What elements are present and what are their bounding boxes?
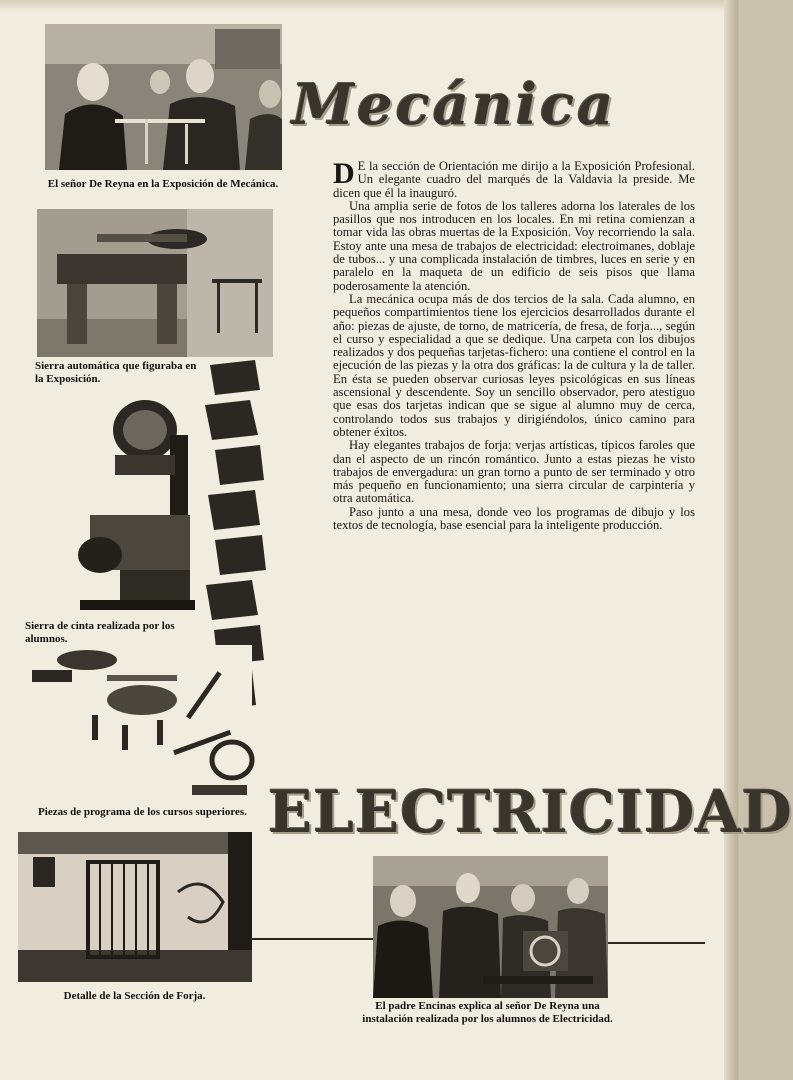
- caption-photo-5: Detalle de la Sección de Forja.: [63, 990, 206, 1002]
- caption-photo-2: Sierra automática que figuraba en la Exposición.: [35, 360, 197, 385]
- caption-photo-3: Sierra de cinta realizada por los alumnos.: [25, 620, 175, 645]
- heading-electricidad: ELECTRICIDAD: [268, 778, 793, 846]
- page-top-edge: [0, 0, 738, 12]
- paragraph-2: Una amplia serie de fotos de los talleres adorna los laterales de los pasillos que nos introducen en los locales. En mi retina comienzan a tomar vida las obras muertas de la Exposición. Voy recorriendo la sala. Estoy ante una mesa de trabajos de electricidad: electroimanes, doblaje de tubos... y una complicada instalación de timbres, luces en serie y en paralelo en la maqueta de un edificio de seis pisos que llama poderosamente la atención.: [333, 198, 695, 293]
- paragraph-1-text: E la sección de Orientación me dirijo a la Exposición Profesional. Un elegante cuadro del marqués de la Valdavia la preside. Me dicen que él la inauguró.: [333, 159, 695, 200]
- page-right-edge: [724, 0, 738, 1080]
- photo-de-reyna-mecanica: [45, 24, 282, 170]
- photo-seccion-forja: [18, 832, 252, 982]
- photo-sierra-automatica: [37, 209, 273, 357]
- photo-padre-encinas: [373, 856, 608, 998]
- caption-photo-1: El señor De Reyna en la Exposición de Mecánica.: [47, 178, 279, 190]
- caption-photo-4: Piezas de programa de los cursos superiores.: [38, 806, 247, 818]
- divider-line-left: [250, 938, 380, 940]
- photo-sierra-cinta: [60, 395, 200, 615]
- photo-piezas-programa: [32, 645, 252, 805]
- paragraph-5: Paso junto a una mesa, donde veo los programas de dibujo y los textos de tecnología, base esencial para la inteligente producción.: [333, 504, 695, 533]
- caption-photo-6: El padre Encinas explica al señor De Reyna una instalación realizada por los alumnos de Electricidad.: [362, 1000, 613, 1025]
- paragraph-4: Hay elegantes trabajos de forja: verjas artísticas, típicos faroles que dan el aspecto de un rincón romántico. Junto a estas piezas he visto trabajos de envergadura: un gran torno a punto de ser terminado y otro más pequeño en funcionamiento; una sierra circular de carpintería y otra automática.: [333, 438, 695, 506]
- divider-line-right: [605, 942, 705, 944]
- paragraph-3: La mecánica ocupa más de dos tercios de la sala. Cada alumno, en pequeños compartimientos tiene los ejercicios desarrollados durante el año: piezas de ajuste, de torno, de matricería, de fresa, de forja..., según el curso y especialidad a que se dedique. Una carpeta con los dibujos realizados y dos pequeñas tarjetas-fichero: una contiene el control en la ejecución de las piezas y la otra dos gráficas: la de cultura y la de taller. En ésta se pueden observar curiosas leyes psicológicas en sus líneas ascensional y descendente. Soy un sencillo observador, pero atestiguo que esas dos tarjetas indican que se sigue al alumno muy de cerca, controlando todos sus trabajos y dirigiéndolos, único camino para obtener éxitos.: [333, 291, 695, 439]
- paragraph-1: [333, 157, 695, 200]
- heading-mecanica: Mecánica: [292, 72, 617, 138]
- drop-cap: D: [333, 157, 355, 190]
- article-body: [333, 157, 695, 533]
